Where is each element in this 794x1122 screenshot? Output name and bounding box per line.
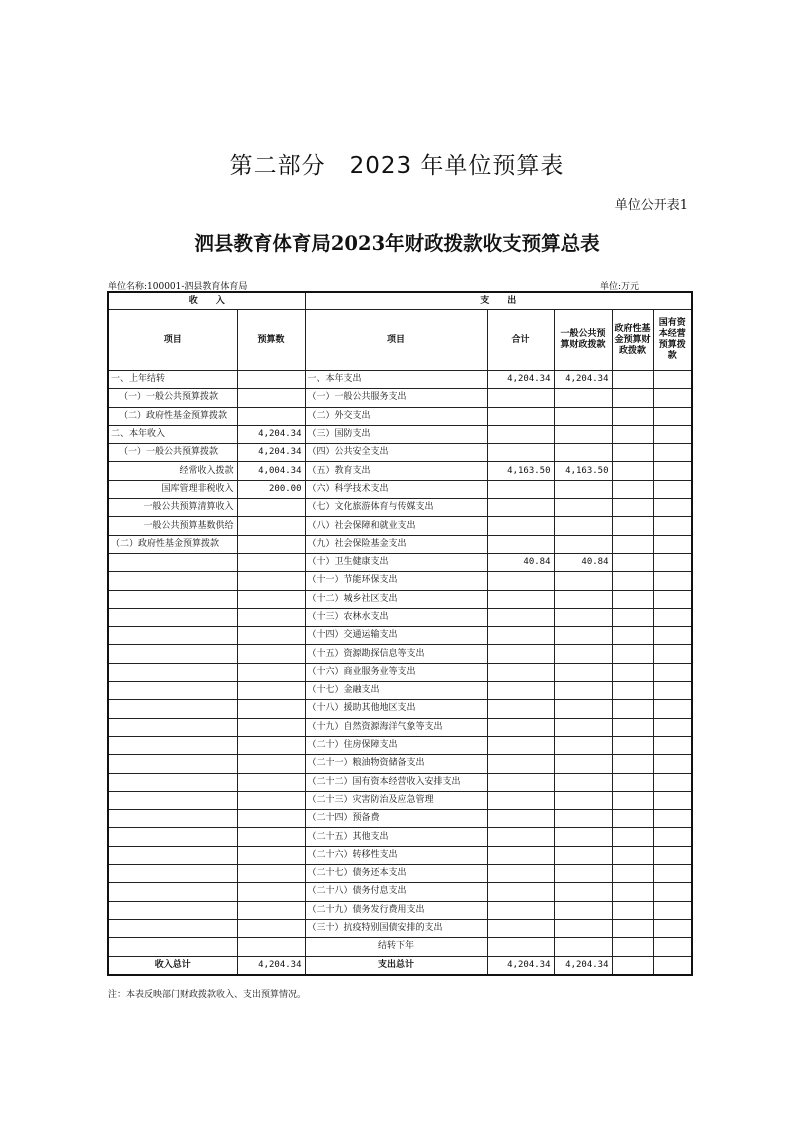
fund-budget-cell [612, 919, 653, 937]
total-cell [487, 389, 554, 407]
table-row [108, 590, 692, 608]
income-item-cell: 国库管理非税收入 [108, 480, 237, 498]
capital-budget-cell [653, 407, 692, 425]
table-row [108, 608, 692, 626]
income-item-cell [108, 791, 237, 809]
income-item-cell: （一）一般公共预算拨款 [108, 389, 237, 407]
total-cell [487, 736, 554, 754]
fund-budget-cell [612, 627, 653, 645]
table-row [108, 627, 692, 645]
income-item-cell [108, 828, 237, 846]
fund-budget-cell [612, 700, 653, 718]
capital-budget-cell [653, 645, 692, 663]
income-amount-cell [237, 810, 305, 828]
income-amount-cell [237, 389, 305, 407]
fund-budget-cell [612, 773, 653, 791]
fund-budget-cell [612, 828, 653, 846]
unit-name: 单位名称:100001-泗县教育体育局 [108, 282, 248, 292]
expense-item-cell: （十八）援助其他地区支出 [305, 700, 487, 718]
fund-total-amount [612, 956, 653, 975]
fund-budget-cell [612, 462, 653, 480]
fund-budget-cell [612, 846, 653, 864]
expense-item-cell: （十七）金融支出 [305, 682, 487, 700]
total-cell [487, 535, 554, 553]
total-cell [487, 919, 554, 937]
total-cell [487, 938, 554, 956]
income-item-cell: （一）一般公共预算拨款 [108, 444, 237, 462]
income-amount-cell [237, 919, 305, 937]
income-item-cell [108, 883, 237, 901]
table-row [108, 700, 692, 718]
capital-budget-cell [653, 700, 692, 718]
expense-item-cell: （二十七）债务还本支出 [305, 865, 487, 883]
capital-budget-cell [653, 499, 692, 517]
capital-budget-cell [653, 590, 692, 608]
general-budget-cell [554, 535, 612, 553]
general-budget-cell: 4,163.50 [554, 462, 612, 480]
expense-item-cell: （十）卫生健康支出 [305, 553, 487, 571]
general-budget-cell [554, 407, 612, 425]
fund-budget-cell [612, 865, 653, 883]
total-cell [487, 499, 554, 517]
income-item-cell [108, 627, 237, 645]
capital-budget-cell [653, 865, 692, 883]
expense-item-cell: （六）科学技术支出 [305, 480, 487, 498]
capital-budget-cell [653, 682, 692, 700]
capital-budget-cell [653, 883, 692, 901]
general-budget-cell [554, 718, 612, 736]
table-row [108, 425, 692, 443]
fund-budget-cell [612, 371, 653, 389]
general-budget-cell [554, 865, 612, 883]
expense-total-amount: 4,204.34 [487, 956, 554, 975]
table-row [108, 718, 692, 736]
total-cell [487, 627, 554, 645]
income-amount-cell [237, 499, 305, 517]
expense-item-cell: （十六）商业服务业等支出 [305, 663, 487, 681]
total-cell [487, 901, 554, 919]
income-item-cell [108, 590, 237, 608]
table-row [108, 682, 692, 700]
total-header: 合计 [487, 310, 554, 371]
income-item-cell [108, 810, 237, 828]
expense-item-cell: （二十八）债务付息支出 [305, 883, 487, 901]
capital-budget-cell [653, 553, 692, 571]
expense-group-header: 支 出 [305, 292, 692, 310]
fund-budget-cell [612, 810, 653, 828]
income-item-cell [108, 700, 237, 718]
capital-budget-cell [653, 718, 692, 736]
general-budget-cell [554, 627, 612, 645]
table-row [108, 828, 692, 846]
capital-budget-cell [653, 846, 692, 864]
capital-budget-cell [653, 919, 692, 937]
general-budget-cell [554, 883, 612, 901]
income-total-label: 收入总计 [108, 956, 237, 975]
fund-budget-cell [612, 791, 653, 809]
expense-item-cell: （二十九）债务发行费用支出 [305, 901, 487, 919]
total-cell [487, 791, 554, 809]
income-item-cell: 一般公共预算基数供给 [108, 517, 237, 535]
expense-item-cell: （二十二）国有资本经营收入安排支出 [305, 773, 487, 791]
general-budget-cell [554, 901, 612, 919]
capital-budget-cell [653, 663, 692, 681]
income-item-cell [108, 553, 237, 571]
general-budget-cell [554, 810, 612, 828]
total-cell [487, 846, 554, 864]
total-cell: 4,204.34 [487, 371, 554, 389]
income-amount-cell [237, 663, 305, 681]
table-row [108, 755, 692, 773]
table-row [108, 810, 692, 828]
income-amount-cell [237, 407, 305, 425]
general-budget-cell [554, 828, 612, 846]
total-cell [487, 480, 554, 498]
fund-budget-cell [612, 663, 653, 681]
fund-budget-cell [612, 572, 653, 590]
table-row [108, 773, 692, 791]
fund-budget-cell [612, 736, 653, 754]
expense-item-cell: （二十三）灾害防治及应急管理 [305, 791, 487, 809]
table-row [108, 444, 692, 462]
expense-item-cell: （四）公共安全支出 [305, 444, 487, 462]
fund-budget-cell [612, 517, 653, 535]
group-header-row [108, 292, 692, 310]
general-budget-header: 一般公共预算财政拨款 [554, 310, 612, 371]
total-cell: 40.84 [487, 553, 554, 571]
table-row [108, 901, 692, 919]
column-header-row [108, 310, 692, 371]
income-item-cell [108, 938, 237, 956]
income-amount-cell [237, 645, 305, 663]
fund-budget-cell [612, 444, 653, 462]
table-row [108, 462, 692, 480]
general-total-amount: 4,204.34 [554, 956, 612, 975]
income-amount-cell [237, 535, 305, 553]
table-row [108, 371, 692, 389]
table-row [108, 846, 692, 864]
general-budget-cell [554, 700, 612, 718]
general-budget-cell [554, 755, 612, 773]
total-cell [487, 755, 554, 773]
total-cell: 4,163.50 [487, 462, 554, 480]
total-cell [487, 828, 554, 846]
income-item-cell [108, 736, 237, 754]
table-row [108, 572, 692, 590]
fund-budget-cell [612, 407, 653, 425]
income-item-cell: （二）政府性基金预算拨款 [108, 535, 237, 553]
capital-budget-cell [653, 425, 692, 443]
general-budget-cell [554, 572, 612, 590]
table-row [108, 480, 692, 498]
income-total-amount: 4,204.34 [237, 956, 305, 975]
fund-budget-cell [612, 901, 653, 919]
expense-item-cell: 结转下年 [305, 938, 487, 956]
expense-item-cell: （十四）交通运输支出 [305, 627, 487, 645]
budget-table [107, 291, 693, 976]
page-title: 泗县教育体育局2023年财政拨款收支预算总表 [194, 232, 600, 255]
expense-item-cell: （十九）自然资源海洋气象等支出 [305, 718, 487, 736]
capital-budget-cell [653, 517, 692, 535]
income-amount-cell [237, 572, 305, 590]
capital-budget-cell [653, 462, 692, 480]
general-budget-cell [554, 517, 612, 535]
expense-item-cell: （二十五）其他支出 [305, 828, 487, 846]
expense-item-cell: （二）外交支出 [305, 407, 487, 425]
income-item-header: 项目 [108, 310, 237, 371]
general-budget-cell [554, 919, 612, 937]
capital-budget-cell [653, 736, 692, 754]
income-amount-cell [237, 865, 305, 883]
fund-budget-cell [612, 608, 653, 626]
income-amount-cell [237, 553, 305, 571]
total-row [108, 956, 692, 975]
table-row [108, 883, 692, 901]
general-budget-cell [554, 645, 612, 663]
expense-item-cell: （十一）节能环保支出 [305, 572, 487, 590]
fund-budget-cell [612, 480, 653, 498]
expense-item-cell: （七）文化旅游体育与传媒支出 [305, 499, 487, 517]
currency-unit: 单位:万元 [600, 282, 640, 292]
general-budget-cell [554, 938, 612, 956]
total-cell [487, 773, 554, 791]
income-amount-cell [237, 846, 305, 864]
expense-item-cell: （八）社会保障和就业支出 [305, 517, 487, 535]
income-item-cell [108, 718, 237, 736]
total-cell [487, 517, 554, 535]
income-item-cell [108, 572, 237, 590]
part-title: 第二部分 2023 年单位预算表 [229, 153, 565, 179]
income-amount-cell [237, 718, 305, 736]
capital-budget-cell [653, 938, 692, 956]
income-amount-cell [237, 736, 305, 754]
general-budget-cell [554, 663, 612, 681]
income-item-cell [108, 682, 237, 700]
fund-budget-header: 政府性基金预算财政拨款 [612, 310, 653, 371]
expense-item-cell: （十二）城乡社区支出 [305, 590, 487, 608]
total-cell [487, 572, 554, 590]
capital-budget-cell [653, 791, 692, 809]
table-row [108, 407, 692, 425]
fund-budget-cell [612, 389, 653, 407]
total-cell [487, 444, 554, 462]
income-item-cell [108, 919, 237, 937]
capital-budget-header: 国有资本经营预算拨款 [653, 310, 692, 371]
total-cell [487, 700, 554, 718]
expense-item-cell: （十三）农林水支出 [305, 608, 487, 626]
capital-budget-cell [653, 901, 692, 919]
income-amount-cell [237, 883, 305, 901]
total-cell [487, 810, 554, 828]
footnote: 注：本表反映部门财政拨款收入、支出预算情况。 [108, 990, 307, 1000]
fund-budget-cell [612, 590, 653, 608]
capital-budget-cell [653, 535, 692, 553]
income-item-cell [108, 663, 237, 681]
expense-total-label: 支出总计 [305, 956, 487, 975]
income-item-cell [108, 846, 237, 864]
general-budget-cell [554, 846, 612, 864]
income-amount-cell [237, 773, 305, 791]
income-item-cell: 一般公共预算清算收入 [108, 499, 237, 517]
general-budget-cell: 4,204.34 [554, 371, 612, 389]
table-row [108, 517, 692, 535]
fund-budget-cell [612, 682, 653, 700]
income-group-header: 收 入 [108, 292, 305, 310]
capital-budget-cell [653, 389, 692, 407]
income-amount-cell [237, 371, 305, 389]
capital-budget-cell [653, 480, 692, 498]
income-amount-cell [237, 590, 305, 608]
capital-budget-cell [653, 608, 692, 626]
fund-budget-cell [612, 553, 653, 571]
income-amount-cell [237, 755, 305, 773]
table-row [108, 938, 692, 956]
general-budget-cell [554, 425, 612, 443]
table-row [108, 919, 692, 937]
capital-budget-cell [653, 755, 692, 773]
income-item-cell [108, 755, 237, 773]
table-row [108, 663, 692, 681]
expense-item-cell: （五）教育支出 [305, 462, 487, 480]
fund-budget-cell [612, 755, 653, 773]
general-budget-cell [554, 791, 612, 809]
fund-budget-cell [612, 499, 653, 517]
income-amount-cell: 200.00 [237, 480, 305, 498]
expense-item-header: 项目 [305, 310, 487, 371]
income-item-cell: 一、上年结转 [108, 371, 237, 389]
income-amount-cell: 4,004.34 [237, 462, 305, 480]
total-cell [487, 608, 554, 626]
total-cell [487, 718, 554, 736]
total-cell [487, 883, 554, 901]
general-budget-cell [554, 736, 612, 754]
income-amount-cell [237, 608, 305, 626]
total-cell [487, 663, 554, 681]
income-item-cell [108, 901, 237, 919]
fund-budget-cell [612, 938, 653, 956]
income-amount-cell [237, 700, 305, 718]
capital-budget-cell [653, 828, 692, 846]
total-cell [487, 682, 554, 700]
table-number: 单位公开表1 [614, 198, 688, 213]
general-budget-cell [554, 389, 612, 407]
general-budget-cell [554, 480, 612, 498]
total-cell [487, 590, 554, 608]
table-row [108, 553, 692, 571]
capital-budget-cell [653, 371, 692, 389]
general-budget-cell: 40.84 [554, 553, 612, 571]
income-item-cell [108, 645, 237, 663]
capital-total-amount [653, 956, 692, 975]
capital-budget-cell [653, 444, 692, 462]
capital-budget-cell [653, 773, 692, 791]
expense-item-cell: （二十四）预备费 [305, 810, 487, 828]
table-row [108, 736, 692, 754]
income-item-cell: 经常收入拨款 [108, 462, 237, 480]
total-cell [487, 645, 554, 663]
expense-item-cell: （一）一般公共服务支出 [305, 389, 487, 407]
table-row [108, 535, 692, 553]
expense-item-cell: （十五）资源勘探信息等支出 [305, 645, 487, 663]
fund-budget-cell [612, 883, 653, 901]
income-amount-cell [237, 828, 305, 846]
income-amount-cell [237, 791, 305, 809]
fund-budget-cell [612, 645, 653, 663]
income-item-cell: （二）政府性基金预算拨款 [108, 407, 237, 425]
income-amount-cell [237, 938, 305, 956]
general-budget-cell [554, 444, 612, 462]
general-budget-cell [554, 682, 612, 700]
income-amount-cell: 4,204.34 [237, 444, 305, 462]
capital-budget-cell [653, 572, 692, 590]
total-cell [487, 407, 554, 425]
income-item-cell [108, 773, 237, 791]
income-item-cell [108, 865, 237, 883]
income-amount-cell [237, 627, 305, 645]
income-amount-cell [237, 682, 305, 700]
capital-budget-cell [653, 627, 692, 645]
total-cell [487, 425, 554, 443]
fund-budget-cell [612, 535, 653, 553]
income-amount-cell: 4,204.34 [237, 425, 305, 443]
general-budget-cell [554, 608, 612, 626]
table-row [108, 645, 692, 663]
expense-item-cell: （九）社会保险基金支出 [305, 535, 487, 553]
expense-item-cell: （二十）住房保障支出 [305, 736, 487, 754]
expense-item-cell: （二十一）粮油物资储备支出 [305, 755, 487, 773]
expense-item-cell: （三十）抗疫特别国债安排的支出 [305, 919, 487, 937]
table-row [108, 865, 692, 883]
general-budget-cell [554, 773, 612, 791]
income-item-cell: 二、本年收入 [108, 425, 237, 443]
expense-item-cell: （二十六）转移性支出 [305, 846, 487, 864]
income-item-cell [108, 608, 237, 626]
table-row [108, 389, 692, 407]
income-amount-cell [237, 517, 305, 535]
table-row [108, 499, 692, 517]
expense-item-cell: 一、本年支出 [305, 371, 487, 389]
total-cell [487, 865, 554, 883]
fund-budget-cell [612, 425, 653, 443]
income-amount-header: 预算数 [237, 310, 305, 371]
expense-item-cell: （三）国防支出 [305, 425, 487, 443]
income-amount-cell [237, 901, 305, 919]
fund-budget-cell [612, 718, 653, 736]
general-budget-cell [554, 590, 612, 608]
capital-budget-cell [653, 810, 692, 828]
general-budget-cell [554, 499, 612, 517]
table-row [108, 791, 692, 809]
